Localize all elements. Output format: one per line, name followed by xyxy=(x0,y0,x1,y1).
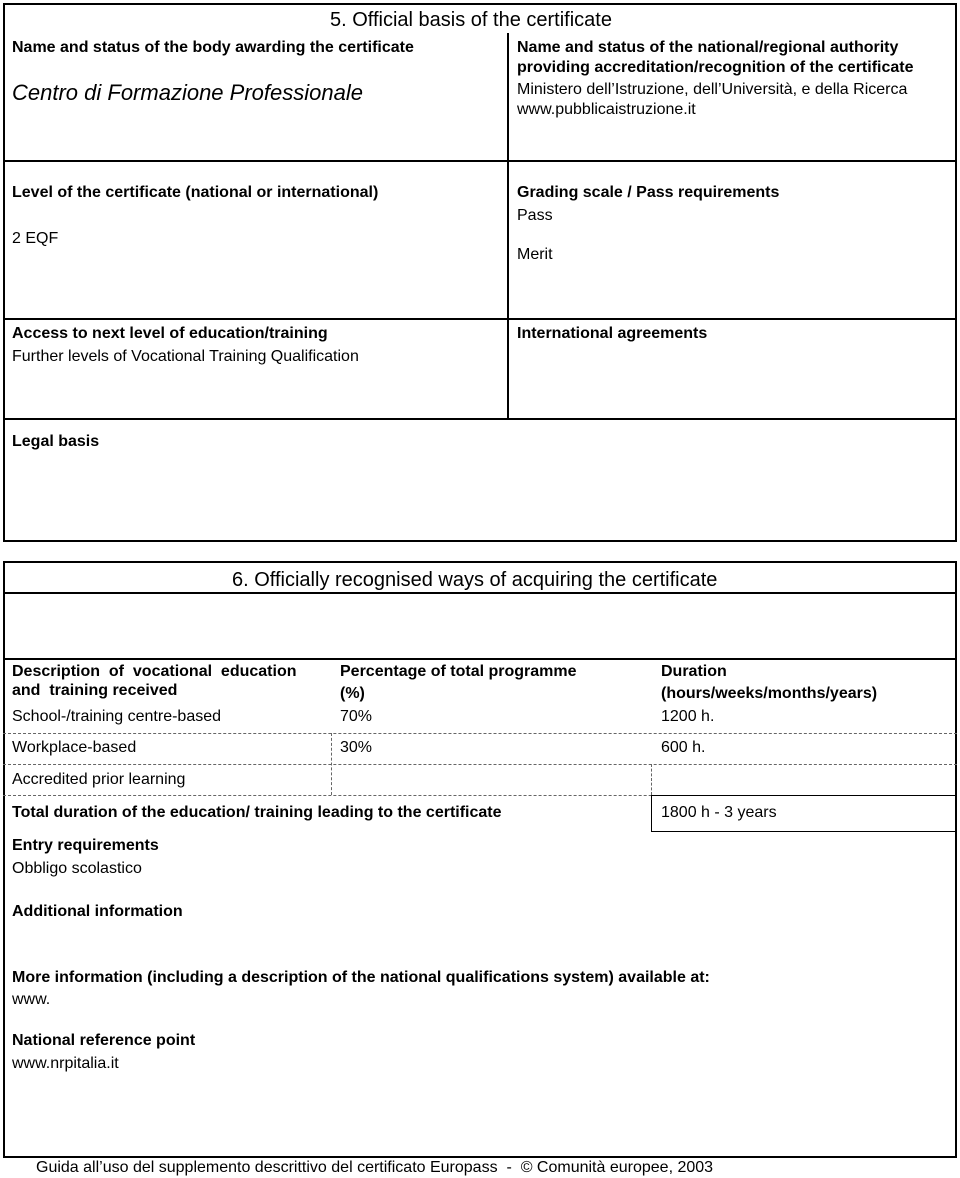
awarding-body-value: Centro di Formazione Professionale xyxy=(12,80,363,105)
authority-value: Ministero dell’Istruzione, dell’Università, e della Ricerca xyxy=(517,81,908,98)
authority-label-line2: providing accreditation/recognition of the certificate xyxy=(517,59,914,76)
more-information-label: More information (including a description of the national qualifications system) available at: xyxy=(12,969,710,986)
table-row-dur: 600 h. xyxy=(661,739,706,756)
section6-title: 6. Officially recognised ways of acquiring the certificate xyxy=(232,569,718,591)
table-row-desc: School-/training centre-based xyxy=(12,708,222,725)
table-column-divider xyxy=(651,764,652,795)
table-column-divider xyxy=(331,733,332,795)
total-duration-value: 1800 h - 3 years xyxy=(661,804,777,821)
grading-scale-label: Grading scale / Pass requirements xyxy=(517,184,780,201)
total-duration-label: Total duration of the education/ training leading to the certificate xyxy=(12,804,502,821)
table-row-dur: 1200 h. xyxy=(661,708,715,725)
column-duration-line1: Duration xyxy=(661,663,727,680)
table-row-divider xyxy=(3,733,957,734)
national-reference-point-value: www.nrpitalia.it xyxy=(12,1055,119,1072)
section6-frame xyxy=(3,561,957,1158)
access-next-level-value: Further levels of Vocational Training Qualification xyxy=(12,348,359,365)
section5-divider-legal xyxy=(3,418,957,420)
section5-title: 5. Official basis of the certificate xyxy=(330,9,612,31)
column-description-line1: Description of vocational education xyxy=(12,663,297,680)
section6-table-top xyxy=(3,658,957,660)
section5-column-divider xyxy=(507,33,509,419)
national-reference-point-label: National reference point xyxy=(12,1032,196,1049)
table-row-desc: Workplace-based xyxy=(12,739,137,756)
column-percentage-line1: Percentage of total programme xyxy=(340,663,577,680)
certificate-level-label: Level of the certificate (national or international) xyxy=(12,184,379,201)
access-next-level-label: Access to next level of education/training xyxy=(12,325,328,342)
international-agreements-label: International agreements xyxy=(517,325,708,342)
certificate-level-value: 2 EQF xyxy=(12,230,59,247)
entry-requirements-value: Obbligo scolastico xyxy=(12,860,142,877)
authority-url: www.pubblicaistruzione.it xyxy=(517,101,696,118)
column-description-line2: and training received xyxy=(12,682,178,699)
grading-value-merit: Merit xyxy=(517,246,553,263)
awarding-body-label: Name and status of the body awarding the certificate xyxy=(12,39,414,56)
column-percentage-line2: (%) xyxy=(340,685,365,702)
legal-basis-label: Legal basis xyxy=(12,433,100,450)
table-row-desc: Accredited prior learning xyxy=(12,771,186,788)
grading-value-pass: Pass xyxy=(517,207,553,224)
section5-divider-access xyxy=(3,318,957,320)
column-duration-line2: (hours/weeks/months/years) xyxy=(661,685,878,702)
footer-text: Guida all’uso del supplemento descrittivo del certificato Europass - © Comunità europee, 2003 xyxy=(36,1159,714,1176)
table-row-pct: 30% xyxy=(340,739,373,756)
entry-requirements-label: Entry requirements xyxy=(12,837,159,854)
section6-title-divider xyxy=(3,592,957,594)
more-information-value: www. xyxy=(12,991,51,1008)
table-row-pct: 70% xyxy=(340,708,373,725)
table-row-divider xyxy=(3,764,957,765)
section5-divider-level xyxy=(3,160,957,162)
authority-label-line1: Name and status of the national/regional authority xyxy=(517,39,899,56)
additional-information-label: Additional information xyxy=(12,903,183,920)
